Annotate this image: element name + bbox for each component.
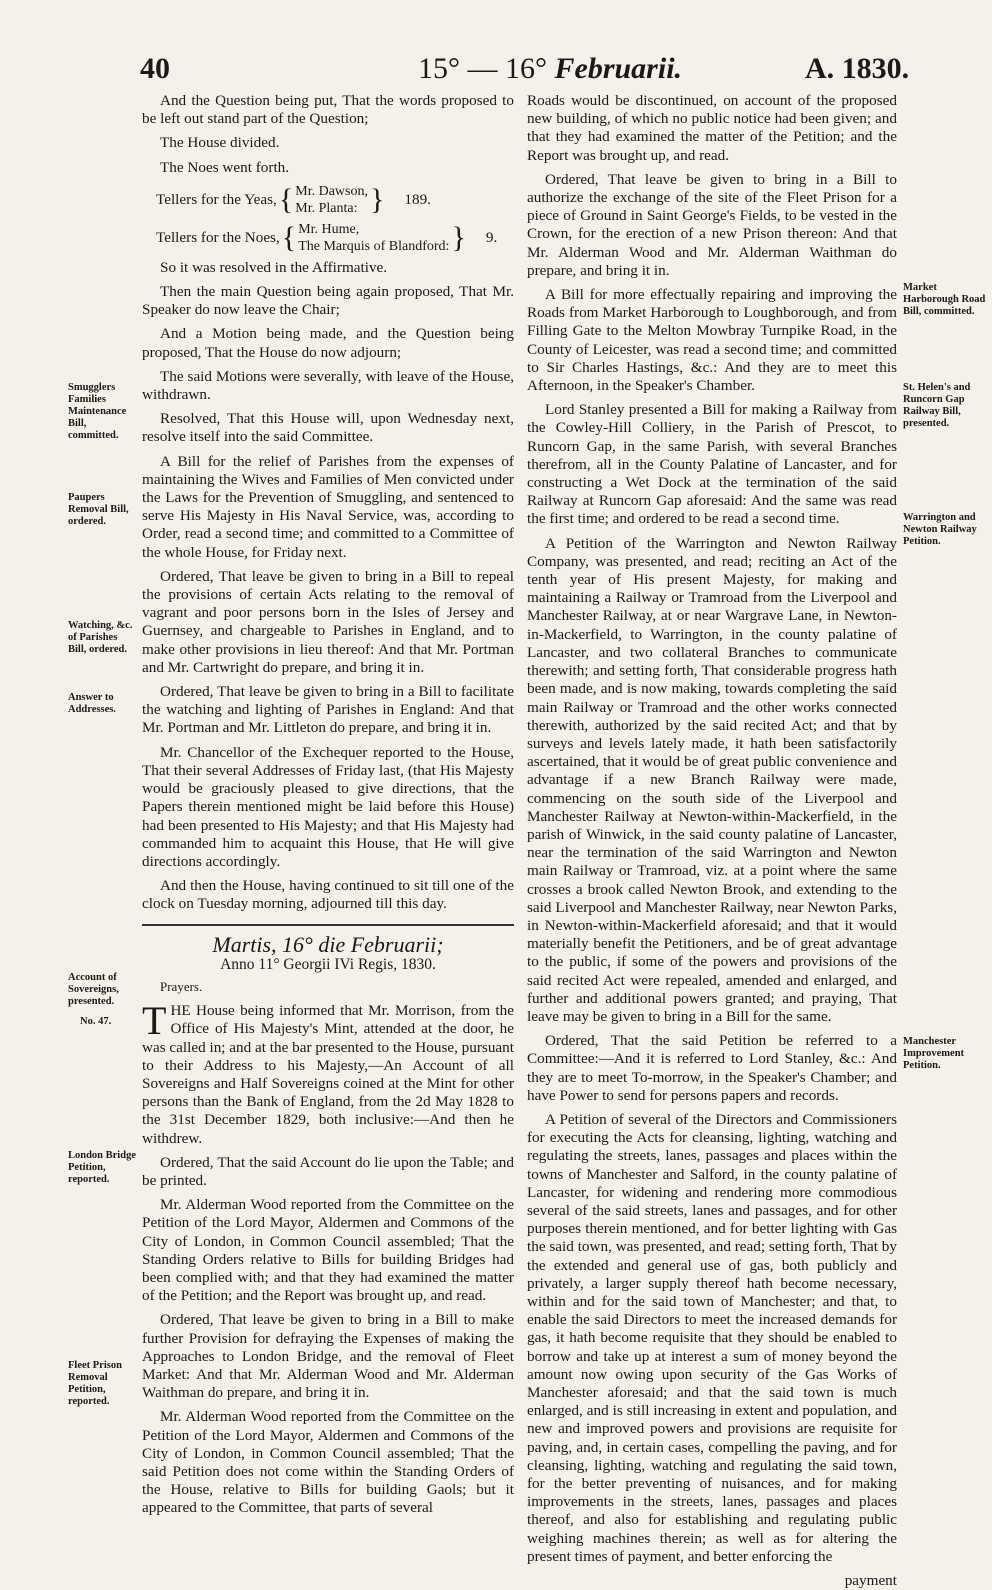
paragraph: The said Motions were severally, with leave of the House, withdrawn.: [142, 367, 514, 404]
margin-note: No. 47.: [80, 1016, 112, 1027]
section-divider: [142, 924, 514, 926]
margin-note: Warrington and Newton Railway Petition.: [903, 512, 977, 547]
paragraph: Then the main Question being again proposed, That Mr. Speaker do now leave the Chair;: [142, 283, 514, 319]
paragraph-adjourned: And then the House, having continued to sit till one of the clock on Tuesday morning, adjourned till this day.: [142, 877, 514, 913]
tellers-noes: [156, 221, 514, 255]
margin-note: Paupers Removal Bill, ordered.: [68, 492, 129, 527]
paragraph: And the Question being put, That the words proposed to be left out stand part of the Question;: [142, 92, 514, 128]
paragraph-railway-bill: Lord Stanley presented a Bill for making a Railway from the Cowley-Hill Colliery, in the Parish of Prescot, to Runcorn Gap, in the same Parish, with several Branches therefrom, all in the County Palatine of Lancaster, and for constructing a Wet Dock at the termination of the said Railway at Runcorn Gap aforesaid: And the same was read the first time; and ordered to be read a second time.: [527, 401, 897, 528]
teller-name: Mr. Dawson,: [295, 183, 368, 199]
paragraph: Ordered, That the said Petition be referred to a Committee:—And it is referred to Lord Stanley, &c.: And they are to meet To-morrow, in the Speaker's Chamber; and have Power to send for persons papers and records.: [527, 1032, 897, 1104]
header-date-numbers: 15° — 16°: [418, 52, 547, 85]
paragraph-manchester: A Petition of several of the Directors and Commissioners for executing the Acts for cleansing, lighting, watching and regulating the streets, lanes, passages and places within the towns of Manchester and Salford, in the county palatine of Lancaster, for widening and rendering more commodious several of the said streets, lanes and passages, and for other purposes therein mentioned, and for better lighting with Gas the said town, was presented, and read; setting forth, That by the extended and general use of gas, both publicly and privately, a larger supply thereof hath become necessary, within and for the said town of Manchester; and that, to enable the said Directors to meet the increased demands for gas, it hath become requisite that they should be enabled to borrow and take up at interest a sum of money beyond the amount now owing upon security of the Gas Works of Manchester aforesaid; and that the said town is much enlarged, and is still increasing in extent and population, and new and improved powers and provisions are requisite for paving, and, in certain cases, compelling the paving, and for cleansing, lighting, watching and regulating the said town, for the better preventing of nuisances, and for making improvements in the streets, lanes, passages and places thereof, and also for establishing and regulating public weighing machines therein; as well as for altering the present times of payment, and better enforcing the: [527, 1110, 897, 1565]
paragraph-warrington-newton: A Petition of the Warrington and Newton Railway Company, was presented, and read; reciting an Act of the tenth year of His present Majesty, for making and maintaining a Railway or Tramroad from the Liverpool and Manchester Railway, at or near Wargrave Lane, in Newton-in-Mackerfield, to Warrington, in the county palatine of Lancaster, and two collateral Branches to communicate therewith; and setting forth, That considerable progress hath been made, and is now making, towards completing the said main Railway or Tramroad and the other works connected therewith, authorized by the said recited Act; and that by surveys and levels lately made, it hath been satisfactorily ascertained, that it would be of great public convenience and advantage if a new Branch Railway were made, commencing on the south side of the Liverpool and Manchester Railway at Newton-within-Mackerfield, in the parish of Winwick, in the said county palatine of Lancaster, near the termination of the said Warrington and Newton main Railway or Tramroad, viz. at a point where the same crosses a brook called Newton Brook, and extending to the said Liverpool and Manchester Railway, near Newton Parks, in Newton-within-Mackerfield aforesaid; and that it would materially benefit the Petitioners, and be of great advantage to the public, if some of the powers and provisions of the said recited Act were repealed, amended and enlarged, and further and additional powers granted; and praying, That leave may be given to bring in a Bill for the same.: [527, 534, 897, 1025]
margin-note: London Bridge Petition, reported.: [68, 1150, 136, 1185]
paragraph-london-bridge: Mr. Alderman Wood reported from the Committee on the Petition of the Lord Mayor, Aldermen and Commons of the City of London, in Common Council assembled; That the Standing Orders relative to Bills for building Bridges had been complied with; and that they had examined the matter of the Petition; and the Report was brought up, and read.: [142, 1196, 514, 1305]
margin-note: Market Harborough Road Bill, committed.: [903, 282, 986, 317]
teller-name: Mr. Planta:: [295, 200, 358, 216]
tellers-yeas: [156, 183, 514, 217]
paragraph-watching-lighting: Ordered, That leave be given to bring in a Bill to facilitate the watching and lighting of Parishes in England: And that Mr. Portman and Mr. Littleton do prepare, and bring it in.: [142, 683, 514, 737]
header-month: Februarii.: [554, 52, 683, 85]
tellers-noes-count: 9.: [485, 228, 498, 246]
regnal-year: Anno 11° Georgii IVi Regis, 1830.: [220, 955, 436, 973]
tellers-noes-names: [298, 221, 449, 255]
brace: {: [278, 182, 294, 216]
teller-name: The Marquis of Blandford:: [298, 238, 450, 254]
paragraph: Resolved, That this House will, upon Wednesday next, resolve itself into the said Committee.: [142, 410, 514, 446]
paragraph-fleet-prison: Mr. Alderman Wood reported from the Committee on the Petition of the Lord Mayor, Aldermen and Commons of the City of London, in Common Council assembled; That the said Petition does not come within the Standing Orders of the House, relative to Bills for building Gaols; but it appeared to the Committee, that parts of several: [142, 1408, 514, 1517]
margin-note: Smugglers Families Maintenance Bill, committed.: [68, 382, 127, 441]
paragraph-market-harborough: A Bill for more effectually repairing and improving the Roads from Market Harborough to Loughborough, and from Filling Gate to the Melton Mowbray Turnpike Road, in the County of Leicester, was read a second time; and committed to Sir Charles Hastings, &c.: And they are to meet this Afternoon, in the Speaker's Chamber.: [527, 286, 897, 395]
right-column: [527, 92, 897, 1590]
margin-note: St. Helen's and Runcorn Gap Railway Bill, presented.: [903, 382, 971, 429]
paragraph-paupers-removal: Ordered, That leave be given to bring in a Bill to repeal the provisions of certain Acts relating to the removal of vagrant and poor persons born in the Isles of Jersey and Guernsey, and chargeable to Parishes in England, and to make other provisions in lieu thereof: And that Mr. Portman and Mr. Cartwright do prepare, and bring it in.: [142, 567, 514, 676]
paragraph: Ordered, That leave be given to bring in a Bill to make further Provision for defraying the Expenses of making the Approaches to London Bridge, and the removal of Fleet Market: And that Mr. Alderman Wood and Mr. Alderman Waithman do prepare, and bring it in.: [142, 1311, 514, 1402]
day-heading: Martis, 16° die Februarii;: [212, 931, 444, 957]
tellers-yeas-label: Tellers for the Yeas,: [156, 190, 277, 208]
paragraph: Roads would be discontinued, on account of the proposed new building, of which no public notice had been given; and that they had examined the matter of the Petition; and the Report was brought up, and read.: [527, 92, 897, 164]
prayers-label: Prayers.: [160, 978, 203, 994]
brace: }: [451, 220, 466, 254]
paragraph: So it was resolved in the Affirmative.: [160, 258, 388, 276]
margin-note: Fleet Prison Removal Petition, reported.: [68, 1360, 122, 1407]
brace: }: [369, 182, 385, 216]
catchword: payment: [844, 1572, 897, 1590]
paragraph: The House divided.: [160, 134, 280, 152]
brace: {: [281, 220, 297, 254]
tellers-noes-label: Tellers for the Noes,: [156, 228, 280, 246]
paragraph: The Noes went forth.: [160, 158, 290, 176]
paragraph: Ordered, That leave be given to bring in a Bill to authorize the exchange of the site of the Fleet Prison for a piece of Ground in Saint George's Fields, to be vested in the Crown, for the erection of a new Prison thereon: And that Mr. Alderman Wood and Mr. Alderman Waithman do prepare, and bring it in.: [527, 170, 897, 279]
margin-note: Answer to Addresses.: [68, 692, 116, 715]
tellers-yeas-names: [295, 183, 368, 217]
page-number: 40: [140, 52, 170, 85]
header-year: A. 1830.: [805, 52, 910, 85]
paragraph-text: HE House being informed that Mr. Morrison, from the Office of His Majesty's Mint, attended at the door, he was called in; and at the bar presented to the House, pursuant to their Address to his Majesty,—An Account of all Sovereigns and Half Sovereigns coined at the Mint for other persons than the Bank of England, from the 2d May 1828 to the 31st December 1829, both inclusive:—And then he withdrew.: [142, 1002, 514, 1147]
tellers-yeas-count: 189.: [404, 190, 431, 208]
paragraph: And a Motion being made, and the Question being proposed, That the House do now adjourn;: [142, 325, 514, 361]
paragraph-sovereigns: [142, 998, 514, 1148]
margin-note: Watching, &c. of Parishes Bill, ordered.: [68, 620, 133, 655]
left-column: [142, 92, 514, 1524]
paragraph-smugglers-bill: A Bill for the relief of Parishes from the expenses of maintaining the Wives and Families of Men convicted under the Laws for the Prevention of Smuggling, and sentenced to serve His Majesty in His Naval Service, was, according to Order, read a second time; and committed to a Committee of the whole House, for Friday next.: [142, 452, 514, 561]
header-date: [418, 52, 682, 86]
margin-note: Manchester Improvement Petition.: [903, 1036, 965, 1071]
margin-note: Account of Sovereigns, presented.: [68, 972, 119, 1007]
teller-name: Mr. Hume,: [298, 221, 360, 237]
paragraph: Ordered, That the said Account do lie upon the Table; and be printed.: [142, 1153, 514, 1189]
paragraph-answer-addresses: Mr. Chancellor of the Exchequer reported to the House, That their several Addresses of Friday last, (that His Majesty would be graciously pleased to give directions, that the Papers therein mentioned might be laid before this House) had been presented to His Majesty; and that His Majesty had commanded him to acquaint this House, that He will give directions accordingly.: [142, 743, 514, 870]
drop-cap: T: [142, 998, 167, 1044]
